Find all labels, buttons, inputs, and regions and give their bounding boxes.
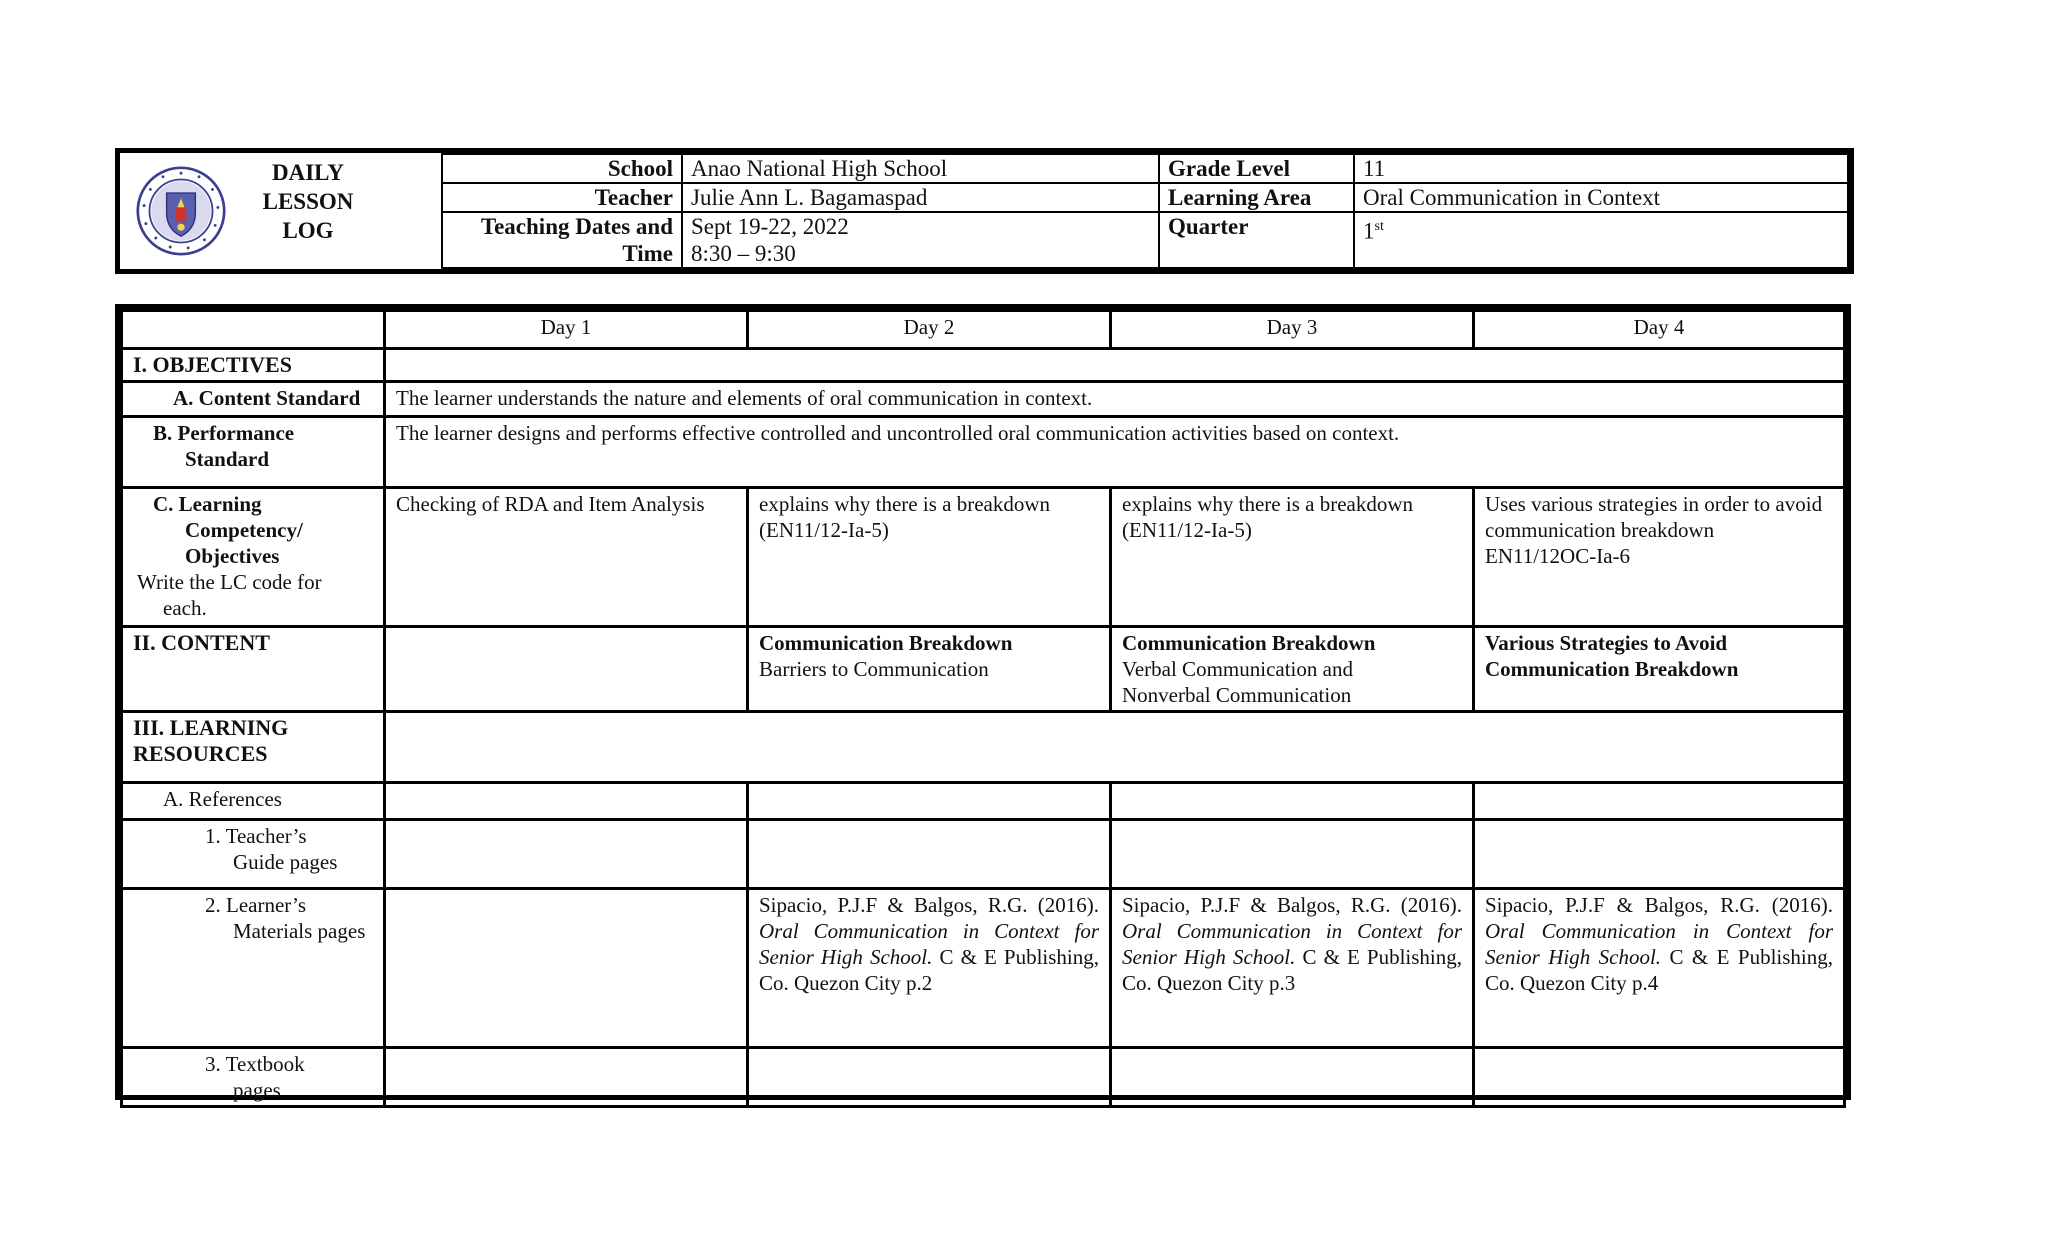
empty-cell [385, 712, 1845, 783]
empty-cell [1111, 1048, 1474, 1107]
learning-area-value: Oral Communication in Context [1354, 183, 1848, 212]
teacher-value: Julie Ann L. Bagamaspad [682, 183, 1159, 212]
quarter-label: Quarter [1159, 212, 1354, 268]
performance-standard-value: The learner designs and performs effective controlled and uncontrolled oral communication activities based on context. [385, 417, 1845, 488]
content-standard-label: A. Content Standard [122, 382, 385, 417]
competency-day4: Uses various strategies in order to avoid communication breakdown EN11/12OC-Ia-6 [1474, 488, 1845, 627]
objectives-heading: I. OBJECTIVES [122, 349, 385, 382]
references-label: A. References [122, 783, 385, 820]
empty-cell [385, 1048, 748, 1107]
learners-materials-day2: Sipacio, P.J.F & Balgos, R.G. (2016). Oral Communication in Context for Senior High School. C & E Publishing, Co. Quezon City p.2 [748, 889, 1111, 1048]
logo-title-cell [120, 154, 442, 268]
empty-cell [748, 1048, 1111, 1107]
competency-day1: Checking of RDA and Item Analysis [385, 488, 748, 627]
competency-day3: explains why there is a breakdown (EN11/12-Ia-5) [1111, 488, 1474, 627]
empty-cell [1474, 1048, 1845, 1107]
teacher-label: Teacher [442, 183, 682, 212]
content-day4: Various Strategies to Avoid Communication Breakdown [1474, 627, 1845, 712]
grade-level-label: Grade Level [1159, 154, 1354, 183]
corner-cell [122, 311, 385, 349]
content-day2: Communication Breakdown Barriers to Communication [748, 627, 1111, 712]
textbook-pages-label: 3. Textbook pages [122, 1048, 385, 1107]
quarter-value: 1st [1354, 212, 1848, 268]
learning-area-label: Learning Area [1159, 183, 1354, 212]
empty-cell [385, 349, 1845, 382]
content-day1 [385, 627, 748, 712]
teaching-dates-value: Sept 19-22, 2022 8:30 – 9:30 [682, 212, 1159, 268]
empty-cell [385, 783, 748, 820]
header-table [115, 148, 1854, 274]
competency-day2: explains why there is a breakdown (EN11/12-Ia-5) [748, 488, 1111, 627]
performance-standard-label: B. Performance Standard [122, 417, 385, 488]
content-day3: Communication Breakdown Verbal Communication and Nonverbal Communication [1111, 627, 1474, 712]
dll-title: DAILY LESSON LOG [262, 160, 354, 243]
empty-cell [385, 889, 748, 1048]
content-standard-value: The learner understands the nature and elements of oral communication in context. [385, 382, 1845, 417]
learners-materials-label: 2. Learner’s Materials pages [122, 889, 385, 1048]
day-header: Day 3 [1111, 311, 1474, 349]
empty-cell [1111, 783, 1474, 820]
teaching-dates-label: Teaching Dates and Time [442, 212, 682, 268]
empty-cell [748, 783, 1111, 820]
lesson-log-table [115, 304, 1851, 1100]
day-header: Day 4 [1474, 311, 1845, 349]
day-header: Day 1 [385, 311, 748, 349]
school-value: Anao National High School [682, 154, 1159, 183]
empty-cell [1474, 783, 1845, 820]
empty-cell [1111, 820, 1474, 889]
empty-cell [1474, 820, 1845, 889]
school-label: School [442, 154, 682, 183]
learning-resources-heading: III. LEARNING RESOURCES [122, 712, 385, 783]
learning-competency-label: C. Learning Competency/ Objectives Write the LC code for each. [122, 488, 385, 627]
grade-level-value: 11 [1354, 154, 1848, 183]
deped-seal-icon [136, 166, 226, 256]
learners-materials-day3: Sipacio, P.J.F & Balgos, R.G. (2016). Oral Communication in Context for Senior High School. C & E Publishing, Co. Quezon City p.3 [1111, 889, 1474, 1048]
empty-cell [385, 820, 748, 889]
empty-cell [748, 820, 1111, 889]
day-header: Day 2 [748, 311, 1111, 349]
content-heading: II. CONTENT [122, 627, 385, 712]
learners-materials-day4: Sipacio, P.J.F & Balgos, R.G. (2016). Oral Communication in Context for Senior High School. C & E Publishing, Co. Quezon City p.4 [1474, 889, 1845, 1048]
teachers-guide-label: 1. Teacher’s Guide pages [122, 820, 385, 889]
